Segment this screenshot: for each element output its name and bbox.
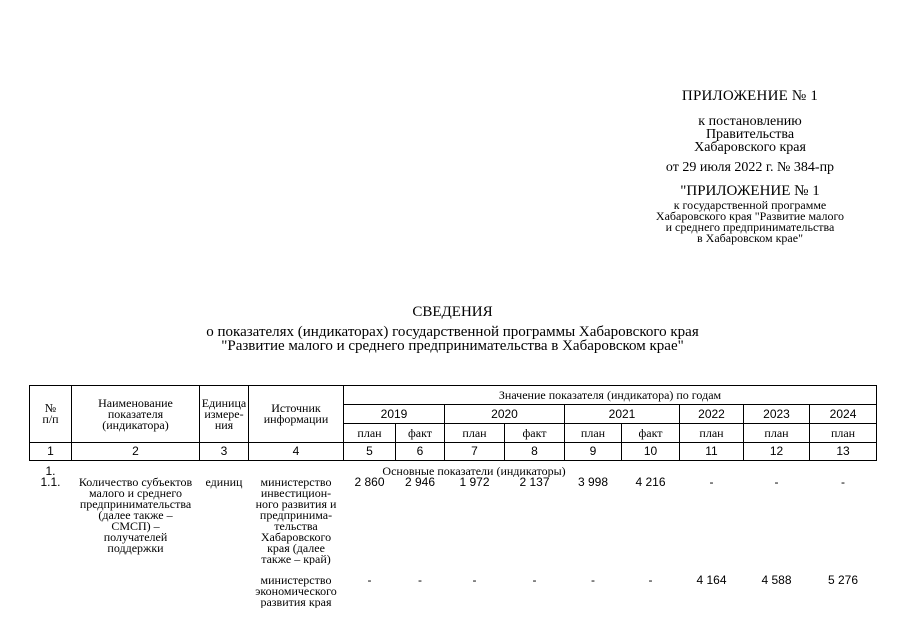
column-number: 12 bbox=[744, 443, 810, 461]
source-line: также – край) bbox=[261, 552, 331, 565]
approval-date: от 29 июля 2022 г. № 384-пр bbox=[665, 160, 835, 175]
header-year: 2019 bbox=[344, 405, 445, 424]
header-year: 2020 bbox=[445, 405, 565, 424]
value-cell: - bbox=[591, 573, 595, 587]
source-line: ного развития и bbox=[255, 497, 337, 511]
approval-line: к постановлению bbox=[698, 114, 802, 129]
annex-line: Хабаровского края "Развитие малого bbox=[655, 209, 845, 223]
header-indicator-name bbox=[72, 386, 200, 443]
header-number-line: п/п bbox=[42, 412, 59, 426]
section-label: Основные показатели (индикаторы) bbox=[382, 464, 566, 477]
headline-line-1: о показателях (индикаторах) государственной программы Хабаровского края bbox=[206, 324, 699, 340]
header-number bbox=[30, 386, 72, 443]
header-number-line: № bbox=[44, 401, 57, 415]
approval-line: Хабаровского края bbox=[694, 140, 806, 155]
header-year: 2022 bbox=[680, 405, 744, 424]
value-cell: 2 137 bbox=[519, 477, 550, 489]
value-cell: - bbox=[648, 573, 653, 587]
column-number: 6 bbox=[396, 443, 445, 461]
header-plan: план bbox=[445, 424, 505, 443]
header-fact: факт bbox=[622, 424, 680, 443]
source-line: экономического bbox=[255, 584, 337, 598]
value-cell: 2 860 bbox=[354, 477, 385, 489]
document-headline bbox=[0, 303, 905, 353]
annex-title: "ПРИЛОЖЕНИЕ № 1 bbox=[680, 183, 820, 199]
column-number: 10 bbox=[622, 443, 680, 461]
section-id: 1. bbox=[45, 464, 56, 477]
source-line: министерство bbox=[260, 573, 332, 587]
indicator-name-line: СМСП) – bbox=[111, 519, 160, 533]
source-line: края (далее bbox=[267, 541, 325, 555]
header-values-title: Значение показателя (индикатора) по годам bbox=[344, 386, 877, 405]
value-cell: 4 164 bbox=[696, 573, 727, 587]
column-number: 4 bbox=[249, 443, 344, 461]
header-source bbox=[249, 386, 344, 443]
header-year: 2023 bbox=[744, 405, 810, 424]
column-number: 7 bbox=[445, 443, 505, 461]
header-unit-line: Единица bbox=[201, 395, 247, 410]
annex-line: к государственной программе bbox=[673, 198, 827, 212]
indicator-name bbox=[72, 477, 200, 608]
header-name-line: (индикатора) bbox=[102, 417, 169, 432]
value-cell: 5 276 bbox=[828, 573, 859, 587]
column-number: 9 bbox=[565, 443, 622, 461]
headline-line-2: "Развитие малого и среднего предпринимательства в Хабаровском крае" bbox=[221, 338, 684, 354]
header-unit-line: ния bbox=[214, 417, 234, 432]
value-cell: - bbox=[841, 477, 846, 489]
annex-line: и среднего предпринимательства bbox=[665, 220, 835, 234]
indicator-name-line: (далее также – bbox=[98, 508, 173, 522]
header-plan: план bbox=[565, 424, 622, 443]
header-name-line: показателя bbox=[107, 406, 164, 421]
header-fact: факт bbox=[505, 424, 565, 443]
header-fact: факт bbox=[396, 424, 445, 443]
approval-line: Правительства bbox=[705, 127, 795, 142]
source-line: инвестицион- bbox=[260, 486, 332, 500]
value-cell: - bbox=[367, 573, 372, 587]
column-number: 1 bbox=[30, 443, 72, 461]
header-plan: план bbox=[744, 424, 810, 443]
source-line: предпринима- bbox=[259, 508, 333, 522]
approval-block bbox=[630, 88, 870, 244]
source-line: тельства bbox=[274, 519, 318, 533]
header-source-line: информации bbox=[263, 412, 329, 426]
headline-title: СВЕДЕНИЯ bbox=[412, 304, 493, 320]
indicators-table bbox=[29, 385, 877, 608]
value-cell: - bbox=[774, 477, 779, 489]
header-source-line: Источник bbox=[271, 401, 321, 415]
source-line: министерство bbox=[260, 477, 332, 489]
value-cell: 3 998 bbox=[577, 477, 609, 489]
column-number: 3 bbox=[200, 443, 249, 461]
value-cell: - bbox=[472, 573, 477, 587]
header-year: 2021 bbox=[565, 405, 680, 424]
indicator-name-line: предпринимательства bbox=[79, 497, 192, 511]
header-unit bbox=[200, 386, 249, 443]
source-cell bbox=[249, 565, 344, 608]
indicator-unit: единиц bbox=[205, 477, 243, 489]
value-cell: 2 946 bbox=[404, 477, 436, 489]
column-number: 13 bbox=[810, 443, 877, 461]
table-row bbox=[30, 477, 877, 565]
header-plan: план bbox=[680, 424, 744, 443]
row-id: 1.1. bbox=[40, 477, 61, 489]
column-number: 5 bbox=[344, 443, 396, 461]
indicator-name-line: малого и среднего bbox=[89, 486, 182, 500]
value-cell: - bbox=[418, 573, 422, 587]
source-line: Хабаровского bbox=[260, 530, 332, 544]
value-cell: 1 972 bbox=[459, 477, 490, 489]
header-unit-line: измере- bbox=[204, 406, 244, 421]
annex-line: в Хабаровском крае" bbox=[697, 231, 803, 245]
section-row bbox=[30, 461, 877, 478]
header-plan: план bbox=[810, 424, 877, 443]
approval-title: ПРИЛОЖЕНИЕ № 1 bbox=[681, 88, 819, 104]
indicator-name-line: Количество субъектов bbox=[78, 477, 193, 489]
value-cell: - bbox=[532, 573, 537, 587]
column-number: 2 bbox=[72, 443, 200, 461]
column-number: 11 bbox=[680, 443, 744, 461]
value-cell: 4 588 bbox=[761, 573, 792, 587]
source-line: развития края bbox=[260, 595, 332, 608]
column-number: 8 bbox=[505, 443, 565, 461]
value-cell: - bbox=[709, 477, 714, 489]
indicator-name-line: поддержки bbox=[107, 541, 164, 555]
header-year: 2024 bbox=[810, 405, 877, 424]
header-name-line: Наименование bbox=[98, 395, 173, 410]
indicator-name-line: получателей bbox=[103, 530, 168, 544]
value-cell: 4 216 bbox=[635, 477, 666, 489]
header-plan: план bbox=[344, 424, 396, 443]
source-cell bbox=[249, 477, 344, 565]
